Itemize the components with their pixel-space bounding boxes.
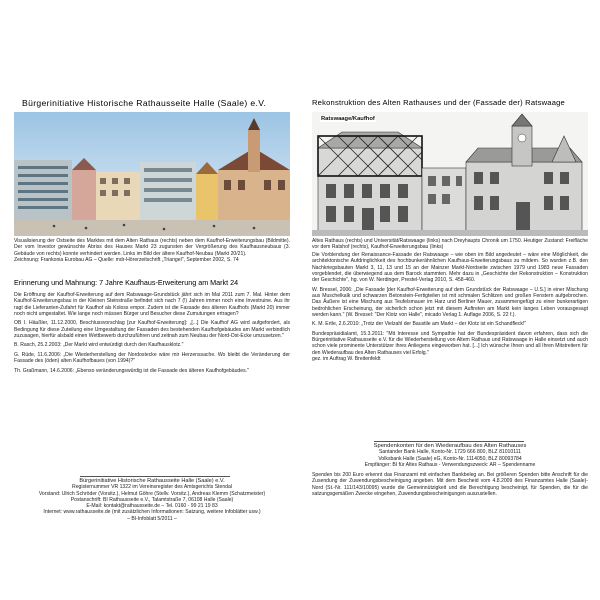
footer-line-2: Registernummer VR 1322 im Vereinsregister des Amtsgerichts Stendal <box>72 484 232 491</box>
right-heading: Rekonstruktion des Alten Rathauses und der (Fassade der) Ratswaage <box>312 98 565 107</box>
footer-line-3: Vorstand: Ulrich Schröder (Vorsitz.), Helmut Göhre (Stellv. Vorsitz.), Andreas Klemm (Schatzmeister) <box>38 490 266 497</box>
footer-line-5: E-Mail: kontakt@rathausseite.de – Tel. 0160 - 99 21 19 83 <box>86 503 218 510</box>
footer-line-7: – BI-Infoblatt 5/2011 – <box>127 515 177 522</box>
right-body <box>312 252 588 366</box>
quote-signature: gez. im Auftrag W. Breitenfeldt <box>312 356 381 363</box>
engraving-caption: Altes Rathaus (rechts) und Universität/Ratswaage (links) nach Dreyhaupts Chronik um 1750. Heutiger Zustand: Freifläche vor dem Ratshof (rechts), Kaufhof-Erweiterungsbau (links) <box>312 238 588 251</box>
renaissance-paragraph: Die Vorblendung der Renaissance-Fassade der Ratswaage – wie oben im Bild angedeutet – wäre eine Möglichkeit, die architektonische Aufdringlichkeit des hochbunkerähnlichen Kaufhaus-Erweiterungsbaus zu mildern. So wurden z.B. den Nachkriegsbauten Markt 3, 11, 13 und 15 an der Mainzer Markt-Nordseite zwischen 1979 und 1983 neue Fassaden vorgeblendet, die überwiegend aus dem Barock stammten. Mehr dazu in „Geschichte der Rekonstruktion – Konstruktion der Geschichte", hg. von W. Nerdinger, Prestel-Verlag 2010, S. 458-460. <box>312 252 588 284</box>
quote-bundespraesidialamt: Bundespräsidialamt, 15.3.2011: "Mit Interesse und Sympathie hat der Bundespräsident davon erfahren, dass sich die Bürgerinitiative Rathausseite e.V. für die Wiederherstellung von Altem Rathaus und Ratswaage in Halle einsetzt und auch schon viele prominente Unterstützer ihres Anliegens eingeworben hat. [...] Ich wünsche Ihnen und all Ihren Mitstreitern für den Wiederaufbau des Alten Rathauses viel Erfolg." <box>312 330 588 356</box>
left-heading: Bürgerinitiative Historische Rathausseite Halle (Saale) e.V. <box>22 98 267 108</box>
engraving-image <box>312 112 588 236</box>
quote-ruede: G. Rüde, 11.6.2006: „Die Wiederherstellung der Nordostecke wäre mir Herzenssache. Wo bleibt die Veränderung der Fassade des (öden) alten Kaufhofbaues (von 1994)?" <box>14 351 290 365</box>
right-donation-divider <box>374 441 524 442</box>
donation-title: Spendenkonten für den Wiederaufbau des Alten Rathauses <box>373 443 527 449</box>
donation-block <box>312 443 588 468</box>
caption-text: Visualisierung der Ostseite des Marktes mit dem Alten Rathaus (rechts) neben dem Kaufhof-Erweiterungsbau (Bildmitte). Der vom Investor gewünschte Abriss des Hauses Markt 23 zugunsten der Vergrößerung des Kaufhausneubaus (3. Gebäude von rechts) konnte verhindert werden. Links im Bild der ältere Kaufhof-Neubau (Markt 20/21). <box>14 238 290 257</box>
left-footer-divider <box>80 476 230 477</box>
quote-ertle: K. M. Ertle, 2.6.2010: „Trotz der Vielzahl der Baustile am Markt – der Klotz ist ein Schandfleck!" <box>312 321 527 328</box>
donation-account-1: Santander Bank Halle, Konto-Nr. 1729 666 800, BLZ 81010111 <box>379 449 521 456</box>
quote-bressel: W. Bressel, 2006: „Die Fassade [der Kaufhof-Erweiterung auf dem Grundstück der Ratswaage – U.S.] in einer Mischung aus Muschelkalk und schwarzen Betonstein-Fertigteilen ist mit schmalen Schlitzen und großen Fenstern aufgebrochen. Das Äußere ist eine Mischung aus Teufelsmauer im Harz und Berliner Mauer, zusammengefügt zu einer bunkerartigen bedrohlichen Erscheinung, der sicherlich schon jetzt mit diesem Auftreten am Markt kein langes Leben vorausgesagt werden kann." (W. Bressel: "Der Klotz von Halle", micado Verlag 1. Auflage 2006, S. 22 f.). <box>312 286 588 318</box>
quote-haeussler: OB I. Häußler, 11.12.2000, Beschlussvorschlag [zur Kaufhof-Erweiterung]: „[...] Die Kaufhof AG wird aufgefordert, als Bedingung für diese Zuteilung eine Umgestaltung der Fassaden des bestehenden Kaufhofgebäudes am Markt verbindlich zuzusagen, hierfür alsbald einen Wettbewerb durchzuführen und zeitnah zum Neubau der Nord-Ost-Ecke umzusetzen." <box>14 320 290 339</box>
quote-rasch: B. Rasch, 25.2.2003: „Der Markt wird entwürdigt durch den Kaufhausklotz." <box>14 342 184 349</box>
caption-credit: Zeichnung: Frankonia Eurobau AG – Quelle: mdr-Hörerzeitschrift „Triangel", September 2002, S. 74 <box>14 256 239 263</box>
intro-paragraph: Die Eröffnung der Kaufhof-Erweiterung auf dem Ratswaage-Grundstück jährt sich im Mai 2011 zum 7. Mal. Hinter dem Kaufhof-Erweiterungsbau in der Kleinen Steinstraße befindet sich nach 7 (!) Jahren immer noch eine Investruine. Aus ihr ragt die Lieferanten-Zufahrt für Kaufhof als Koloss empor. Zudem ist die Fassade des älteren Kaufhofs (Markt 20) immer noch nicht umgestaltet. Wie lange noch müssen Bürger und Besucher diese Zumutungen ertragen? <box>14 292 290 317</box>
left-subheading: Erinnerung und Mahnung: 7 Jahre Kaufhaus-Erweiterung am Markt 24 <box>14 278 239 287</box>
ratswaage-label: Ratswaage/Kaufhof <box>321 116 375 122</box>
donation-info-text: Spenden bis 200 Euro erkennt das Finanzamt mit einfachen Bankbeleg an. Bei größeren Spenden bitte Anschrift für die Zusendung der Zuwendungsbescheinigung angeben. Mit dem Bescheid vom 4.8.2009 des Finanzamtes Halle (Saale)-Nord (St.-Nr. 111/143/10095) wurde die Gemeinnützigkeit und die Berechtigung bescheinigt, für Spenden, die für die satzungsgemäßen Zwecke eingehen, Zuwendungsbescheinigungen auszustellen. <box>312 472 588 497</box>
donation-recipient: Empfänger: BI für Altes Rathaus - Verwendungszweck: AR – Spendenname <box>364 461 536 468</box>
donation-account-2: Volksbank Halle (Saale) eG, Konto-Nr. 1114050, BLZ 80093784 <box>378 455 522 462</box>
market-visualization-image <box>14 112 290 236</box>
donation-info <box>312 472 588 500</box>
left-body <box>14 292 290 377</box>
footer-line-1: Bürgerinitiative Historische Rathausseite Halle (Saale) e.V. <box>79 478 225 484</box>
footer-line-6: Internet: www.rathausseite.de (mit zusätzlichen Informationen: Satzung, weitere Infoblätter usw.) <box>43 509 261 516</box>
market-visualization-drawing <box>14 112 290 236</box>
image-caption <box>14 238 290 263</box>
footer-line-4: Postanschrift: BI Rathausseite e.V., Talamtstraße 7, 06108 Halle (Saale) <box>70 496 234 503</box>
engraving-drawing <box>312 112 588 236</box>
quote-grassmann: Th. Graßmann, 14.6.2006: „Ebenso veränderungswürdig ist die Fassade des älteren Kaufhofgebäudes." <box>14 367 249 374</box>
left-footer <box>14 478 290 522</box>
